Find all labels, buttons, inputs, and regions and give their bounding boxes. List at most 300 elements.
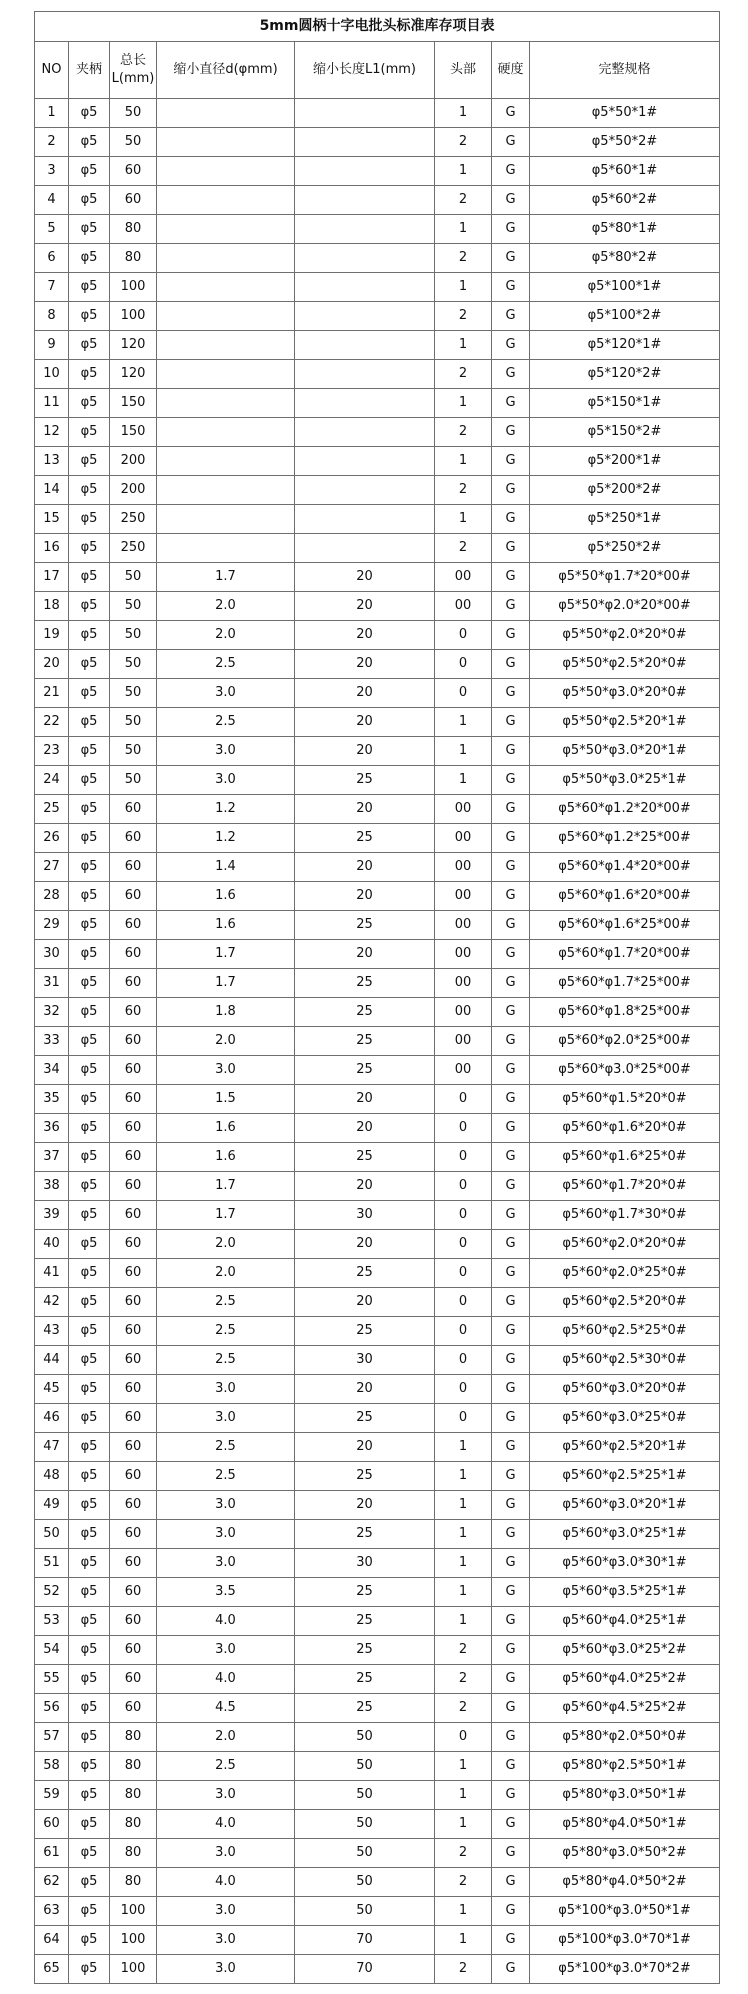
table-row bbox=[35, 331, 720, 360]
cell-reduced-diameter bbox=[157, 215, 295, 244]
cell-no: 40 bbox=[35, 1230, 69, 1259]
cell-total-length: 80 bbox=[110, 1781, 157, 1810]
header-clamp: 夹柄 bbox=[69, 42, 110, 99]
cell-no: 32 bbox=[35, 998, 69, 1027]
cell-clamp: φ5 bbox=[69, 418, 110, 447]
cell-head: 1 bbox=[435, 1752, 492, 1781]
cell-no: 49 bbox=[35, 1491, 69, 1520]
cell-no: 14 bbox=[35, 476, 69, 505]
cell-no: 22 bbox=[35, 708, 69, 737]
cell-hardness: G bbox=[492, 1607, 530, 1636]
cell-no: 62 bbox=[35, 1868, 69, 1897]
table-row bbox=[35, 1462, 720, 1491]
cell-head: 0 bbox=[435, 1172, 492, 1201]
cell-head: 0 bbox=[435, 1085, 492, 1114]
cell-head: 1 bbox=[435, 215, 492, 244]
cell-total-length: 250 bbox=[110, 505, 157, 534]
cell-head: 1 bbox=[435, 99, 492, 128]
cell-full-spec: φ5*60*φ2.0*20*0# bbox=[530, 1230, 720, 1259]
cell-hardness: G bbox=[492, 1810, 530, 1839]
cell-clamp: φ5 bbox=[69, 1607, 110, 1636]
cell-reduced-length: 50 bbox=[295, 1868, 435, 1897]
cell-full-spec: φ5*250*1# bbox=[530, 505, 720, 534]
cell-hardness: G bbox=[492, 447, 530, 476]
cell-reduced-diameter: 1.2 bbox=[157, 824, 295, 853]
cell-reduced-diameter: 2.5 bbox=[157, 1462, 295, 1491]
cell-head: 0 bbox=[435, 679, 492, 708]
cell-full-spec: φ5*100*φ3.0*70*1# bbox=[530, 1926, 720, 1955]
cell-head: 0 bbox=[435, 1259, 492, 1288]
cell-reduced-length bbox=[295, 418, 435, 447]
cell-reduced-diameter: 3.0 bbox=[157, 1781, 295, 1810]
table-row bbox=[35, 650, 720, 679]
cell-clamp: φ5 bbox=[69, 650, 110, 679]
cell-head: 1 bbox=[435, 331, 492, 360]
cell-full-spec: φ5*80*φ4.0*50*2# bbox=[530, 1868, 720, 1897]
cell-reduced-length: 25 bbox=[295, 766, 435, 795]
cell-total-length: 60 bbox=[110, 1346, 157, 1375]
cell-total-length: 60 bbox=[110, 969, 157, 998]
cell-reduced-diameter: 3.0 bbox=[157, 1636, 295, 1665]
cell-total-length: 120 bbox=[110, 360, 157, 389]
table-row bbox=[35, 679, 720, 708]
cell-no: 43 bbox=[35, 1317, 69, 1346]
cell-reduced-diameter: 3.0 bbox=[157, 1404, 295, 1433]
cell-total-length: 50 bbox=[110, 708, 157, 737]
cell-reduced-length: 25 bbox=[295, 969, 435, 998]
cell-no: 24 bbox=[35, 766, 69, 795]
cell-total-length: 60 bbox=[110, 1462, 157, 1491]
cell-head: 1 bbox=[435, 1433, 492, 1462]
cell-head: 0 bbox=[435, 1346, 492, 1375]
cell-full-spec: φ5*60*φ1.7*25*00# bbox=[530, 969, 720, 998]
table-body bbox=[35, 99, 720, 1984]
cell-no: 45 bbox=[35, 1375, 69, 1404]
table-row bbox=[35, 1288, 720, 1317]
cell-no: 21 bbox=[35, 679, 69, 708]
table-row bbox=[35, 737, 720, 766]
cell-clamp: φ5 bbox=[69, 1578, 110, 1607]
cell-head: 0 bbox=[435, 1201, 492, 1230]
cell-hardness: G bbox=[492, 650, 530, 679]
cell-hardness: G bbox=[492, 273, 530, 302]
cell-clamp: φ5 bbox=[69, 766, 110, 795]
cell-clamp: φ5 bbox=[69, 1143, 110, 1172]
cell-no: 63 bbox=[35, 1897, 69, 1926]
cell-head: 0 bbox=[435, 1375, 492, 1404]
cell-clamp: φ5 bbox=[69, 708, 110, 737]
cell-hardness: G bbox=[492, 824, 530, 853]
cell-reduced-diameter bbox=[157, 157, 295, 186]
cell-hardness: G bbox=[492, 215, 530, 244]
header-row bbox=[35, 42, 720, 99]
cell-full-spec: φ5*60*φ1.6*20*00# bbox=[530, 882, 720, 911]
cell-hardness: G bbox=[492, 1172, 530, 1201]
cell-full-spec: φ5*60*φ1.6*25*0# bbox=[530, 1143, 720, 1172]
cell-reduced-length: 25 bbox=[295, 1607, 435, 1636]
table-row bbox=[35, 998, 720, 1027]
cell-total-length: 80 bbox=[110, 1810, 157, 1839]
cell-no: 10 bbox=[35, 360, 69, 389]
cell-hardness: G bbox=[492, 1723, 530, 1752]
cell-clamp: φ5 bbox=[69, 1027, 110, 1056]
cell-clamp: φ5 bbox=[69, 882, 110, 911]
cell-hardness: G bbox=[492, 911, 530, 940]
cell-reduced-diameter: 1.7 bbox=[157, 1172, 295, 1201]
cell-total-length: 60 bbox=[110, 853, 157, 882]
cell-head: 1 bbox=[435, 273, 492, 302]
cell-hardness: G bbox=[492, 737, 530, 766]
table-row bbox=[35, 302, 720, 331]
cell-reduced-diameter bbox=[157, 476, 295, 505]
cell-head: 2 bbox=[435, 302, 492, 331]
cell-reduced-diameter: 3.0 bbox=[157, 1955, 295, 1984]
cell-full-spec: φ5*60*φ1.7*30*0# bbox=[530, 1201, 720, 1230]
cell-full-spec: φ5*60*φ2.5*20*0# bbox=[530, 1288, 720, 1317]
cell-reduced-diameter: 2.5 bbox=[157, 1288, 295, 1317]
cell-reduced-diameter: 3.5 bbox=[157, 1578, 295, 1607]
cell-total-length: 50 bbox=[110, 99, 157, 128]
cell-reduced-length: 20 bbox=[295, 650, 435, 679]
cell-head: 00 bbox=[435, 1027, 492, 1056]
cell-clamp: φ5 bbox=[69, 1839, 110, 1868]
cell-clamp: φ5 bbox=[69, 157, 110, 186]
cell-head: 2 bbox=[435, 128, 492, 157]
cell-hardness: G bbox=[492, 1665, 530, 1694]
cell-hardness: G bbox=[492, 998, 530, 1027]
cell-head: 2 bbox=[435, 1839, 492, 1868]
cell-clamp: φ5 bbox=[69, 621, 110, 650]
cell-reduced-length: 20 bbox=[295, 679, 435, 708]
cell-reduced-length: 25 bbox=[295, 1578, 435, 1607]
cell-reduced-length: 20 bbox=[295, 1114, 435, 1143]
header-total-length: 总长L(mm) bbox=[110, 42, 157, 99]
cell-head: 1 bbox=[435, 505, 492, 534]
table-row bbox=[35, 1723, 720, 1752]
table-row bbox=[35, 1578, 720, 1607]
cell-full-spec: φ5*60*φ3.5*25*1# bbox=[530, 1578, 720, 1607]
cell-reduced-diameter: 3.0 bbox=[157, 1926, 295, 1955]
cell-head: 2 bbox=[435, 1955, 492, 1984]
cell-reduced-length: 20 bbox=[295, 1375, 435, 1404]
cell-no: 51 bbox=[35, 1549, 69, 1578]
cell-clamp: φ5 bbox=[69, 1636, 110, 1665]
cell-no: 25 bbox=[35, 795, 69, 824]
cell-hardness: G bbox=[492, 592, 530, 621]
cell-full-spec: φ5*60*φ1.4*20*00# bbox=[530, 853, 720, 882]
cell-clamp: φ5 bbox=[69, 824, 110, 853]
cell-clamp: φ5 bbox=[69, 737, 110, 766]
header-head: 头部 bbox=[435, 42, 492, 99]
cell-reduced-length: 25 bbox=[295, 1665, 435, 1694]
cell-hardness: G bbox=[492, 1636, 530, 1665]
cell-reduced-diameter: 3.0 bbox=[157, 1520, 295, 1549]
cell-reduced-diameter: 2.0 bbox=[157, 1027, 295, 1056]
inventory-table bbox=[34, 11, 720, 1984]
cell-hardness: G bbox=[492, 766, 530, 795]
cell-head: 00 bbox=[435, 795, 492, 824]
cell-head: 0 bbox=[435, 621, 492, 650]
cell-reduced-length: 70 bbox=[295, 1955, 435, 1984]
cell-head: 0 bbox=[435, 1288, 492, 1317]
table-row bbox=[35, 186, 720, 215]
cell-hardness: G bbox=[492, 418, 530, 447]
cell-reduced-length bbox=[295, 505, 435, 534]
cell-clamp: φ5 bbox=[69, 360, 110, 389]
cell-no: 50 bbox=[35, 1520, 69, 1549]
cell-reduced-diameter: 3.0 bbox=[157, 1375, 295, 1404]
cell-head: 00 bbox=[435, 592, 492, 621]
cell-reduced-length: 20 bbox=[295, 737, 435, 766]
cell-hardness: G bbox=[492, 1897, 530, 1926]
cell-clamp: φ5 bbox=[69, 302, 110, 331]
cell-reduced-length bbox=[295, 534, 435, 563]
table-row bbox=[35, 1375, 720, 1404]
cell-head: 1 bbox=[435, 737, 492, 766]
cell-no: 7 bbox=[35, 273, 69, 302]
table-row bbox=[35, 1665, 720, 1694]
table-row bbox=[35, 824, 720, 853]
cell-head: 2 bbox=[435, 418, 492, 447]
cell-full-spec: φ5*60*φ1.7*20*00# bbox=[530, 940, 720, 969]
cell-no: 53 bbox=[35, 1607, 69, 1636]
cell-no: 57 bbox=[35, 1723, 69, 1752]
cell-full-spec: φ5*80*1# bbox=[530, 215, 720, 244]
cell-reduced-length: 20 bbox=[295, 1085, 435, 1114]
cell-total-length: 80 bbox=[110, 244, 157, 273]
cell-hardness: G bbox=[492, 795, 530, 824]
cell-no: 52 bbox=[35, 1578, 69, 1607]
cell-no: 3 bbox=[35, 157, 69, 186]
table-row bbox=[35, 882, 720, 911]
cell-no: 17 bbox=[35, 563, 69, 592]
cell-total-length: 60 bbox=[110, 1085, 157, 1114]
table-row bbox=[35, 969, 720, 998]
cell-head: 1 bbox=[435, 157, 492, 186]
cell-full-spec: φ5*80*2# bbox=[530, 244, 720, 273]
cell-total-length: 60 bbox=[110, 1317, 157, 1346]
cell-head: 00 bbox=[435, 882, 492, 911]
cell-reduced-length: 20 bbox=[295, 882, 435, 911]
cell-hardness: G bbox=[492, 1549, 530, 1578]
cell-full-spec: φ5*60*φ3.0*25*1# bbox=[530, 1520, 720, 1549]
cell-hardness: G bbox=[492, 1868, 530, 1897]
cell-full-spec: φ5*100*φ3.0*50*1# bbox=[530, 1897, 720, 1926]
cell-total-length: 50 bbox=[110, 766, 157, 795]
cell-full-spec: φ5*50*φ1.7*20*00# bbox=[530, 563, 720, 592]
cell-reduced-length bbox=[295, 244, 435, 273]
table-row bbox=[35, 1056, 720, 1085]
cell-head: 00 bbox=[435, 824, 492, 853]
cell-full-spec: φ5*60*φ3.0*30*1# bbox=[530, 1549, 720, 1578]
cell-full-spec: φ5*50*1# bbox=[530, 99, 720, 128]
cell-reduced-length: 50 bbox=[295, 1752, 435, 1781]
cell-reduced-diameter: 4.0 bbox=[157, 1607, 295, 1636]
table-row bbox=[35, 766, 720, 795]
table-row bbox=[35, 447, 720, 476]
cell-clamp: φ5 bbox=[69, 389, 110, 418]
cell-hardness: G bbox=[492, 1375, 530, 1404]
cell-head: 2 bbox=[435, 534, 492, 563]
table-row bbox=[35, 1114, 720, 1143]
cell-reduced-length: 25 bbox=[295, 1143, 435, 1172]
cell-hardness: G bbox=[492, 1230, 530, 1259]
cell-clamp: φ5 bbox=[69, 1230, 110, 1259]
cell-head: 1 bbox=[435, 766, 492, 795]
cell-hardness: G bbox=[492, 360, 530, 389]
table-row bbox=[35, 940, 720, 969]
cell-full-spec: φ5*60*φ1.7*20*0# bbox=[530, 1172, 720, 1201]
cell-reduced-diameter bbox=[157, 447, 295, 476]
cell-reduced-length bbox=[295, 128, 435, 157]
cell-reduced-diameter bbox=[157, 505, 295, 534]
cell-total-length: 100 bbox=[110, 1955, 157, 1984]
table-row bbox=[35, 1491, 720, 1520]
cell-full-spec: φ5*60*1# bbox=[530, 157, 720, 186]
cell-hardness: G bbox=[492, 534, 530, 563]
cell-total-length: 50 bbox=[110, 650, 157, 679]
cell-head: 1 bbox=[435, 389, 492, 418]
cell-hardness: G bbox=[492, 1694, 530, 1723]
cell-no: 41 bbox=[35, 1259, 69, 1288]
table-row bbox=[35, 1259, 720, 1288]
cell-hardness: G bbox=[492, 1839, 530, 1868]
cell-hardness: G bbox=[492, 389, 530, 418]
cell-reduced-length: 20 bbox=[295, 1172, 435, 1201]
header-reduced-diameter: 缩小直径d(φmm) bbox=[157, 42, 295, 99]
cell-no: 11 bbox=[35, 389, 69, 418]
cell-head: 0 bbox=[435, 1114, 492, 1143]
cell-reduced-length: 50 bbox=[295, 1781, 435, 1810]
cell-reduced-length: 20 bbox=[295, 708, 435, 737]
cell-clamp: φ5 bbox=[69, 1520, 110, 1549]
cell-no: 42 bbox=[35, 1288, 69, 1317]
cell-hardness: G bbox=[492, 1462, 530, 1491]
cell-reduced-length: 20 bbox=[295, 940, 435, 969]
cell-full-spec: φ5*60*φ3.0*20*1# bbox=[530, 1491, 720, 1520]
cell-head: 00 bbox=[435, 911, 492, 940]
cell-no: 60 bbox=[35, 1810, 69, 1839]
cell-total-length: 100 bbox=[110, 273, 157, 302]
cell-hardness: G bbox=[492, 186, 530, 215]
cell-full-spec: φ5*200*2# bbox=[530, 476, 720, 505]
cell-hardness: G bbox=[492, 969, 530, 998]
cell-no: 23 bbox=[35, 737, 69, 766]
cell-head: 1 bbox=[435, 447, 492, 476]
cell-reduced-length: 25 bbox=[295, 1056, 435, 1085]
cell-total-length: 60 bbox=[110, 1143, 157, 1172]
cell-full-spec: φ5*60*φ2.5*20*1# bbox=[530, 1433, 720, 1462]
cell-total-length: 60 bbox=[110, 795, 157, 824]
cell-reduced-diameter bbox=[157, 534, 295, 563]
cell-reduced-length: 25 bbox=[295, 1462, 435, 1491]
cell-reduced-diameter: 2.5 bbox=[157, 1317, 295, 1346]
cell-clamp: φ5 bbox=[69, 215, 110, 244]
cell-reduced-diameter: 2.5 bbox=[157, 1752, 295, 1781]
cell-no: 1 bbox=[35, 99, 69, 128]
cell-hardness: G bbox=[492, 1288, 530, 1317]
table-row bbox=[35, 215, 720, 244]
cell-clamp: φ5 bbox=[69, 1317, 110, 1346]
cell-no: 13 bbox=[35, 447, 69, 476]
cell-reduced-length: 50 bbox=[295, 1810, 435, 1839]
cell-no: 29 bbox=[35, 911, 69, 940]
table-row bbox=[35, 157, 720, 186]
table-row bbox=[35, 534, 720, 563]
cell-head: 1 bbox=[435, 1520, 492, 1549]
cell-clamp: φ5 bbox=[69, 1462, 110, 1491]
cell-no: 44 bbox=[35, 1346, 69, 1375]
cell-total-length: 60 bbox=[110, 1636, 157, 1665]
cell-total-length: 60 bbox=[110, 1607, 157, 1636]
cell-no: 47 bbox=[35, 1433, 69, 1462]
cell-total-length: 60 bbox=[110, 1694, 157, 1723]
cell-no: 19 bbox=[35, 621, 69, 650]
cell-no: 12 bbox=[35, 418, 69, 447]
cell-clamp: φ5 bbox=[69, 1056, 110, 1085]
cell-head: 1 bbox=[435, 708, 492, 737]
cell-total-length: 80 bbox=[110, 215, 157, 244]
cell-hardness: G bbox=[492, 1056, 530, 1085]
cell-reduced-length: 20 bbox=[295, 795, 435, 824]
cell-head: 00 bbox=[435, 1056, 492, 1085]
table-row bbox=[35, 1752, 720, 1781]
title-row bbox=[35, 12, 720, 42]
cell-head: 2 bbox=[435, 1636, 492, 1665]
cell-reduced-length: 25 bbox=[295, 824, 435, 853]
header-no: NO bbox=[35, 42, 69, 99]
cell-reduced-length bbox=[295, 186, 435, 215]
cell-reduced-length: 20 bbox=[295, 592, 435, 621]
cell-reduced-length: 25 bbox=[295, 1259, 435, 1288]
cell-no: 48 bbox=[35, 1462, 69, 1491]
cell-reduced-length: 25 bbox=[295, 1404, 435, 1433]
cell-no: 2 bbox=[35, 128, 69, 157]
cell-reduced-length: 25 bbox=[295, 1694, 435, 1723]
cell-head: 0 bbox=[435, 1317, 492, 1346]
cell-clamp: φ5 bbox=[69, 1114, 110, 1143]
cell-clamp: φ5 bbox=[69, 940, 110, 969]
cell-clamp: φ5 bbox=[69, 505, 110, 534]
cell-clamp: φ5 bbox=[69, 998, 110, 1027]
cell-clamp: φ5 bbox=[69, 1549, 110, 1578]
cell-reduced-length: 30 bbox=[295, 1346, 435, 1375]
cell-reduced-length bbox=[295, 447, 435, 476]
cell-full-spec: φ5*60*2# bbox=[530, 186, 720, 215]
cell-full-spec: φ5*100*1# bbox=[530, 273, 720, 302]
cell-total-length: 60 bbox=[110, 1201, 157, 1230]
cell-full-spec: φ5*60*φ3.0*25*0# bbox=[530, 1404, 720, 1433]
cell-reduced-diameter: 2.5 bbox=[157, 708, 295, 737]
header-full-spec: 完整规格 bbox=[530, 42, 720, 99]
cell-hardness: G bbox=[492, 1143, 530, 1172]
cell-no: 26 bbox=[35, 824, 69, 853]
cell-no: 6 bbox=[35, 244, 69, 273]
cell-head: 00 bbox=[435, 563, 492, 592]
cell-clamp: φ5 bbox=[69, 1781, 110, 1810]
cell-full-spec: φ5*60*φ1.2*25*00# bbox=[530, 824, 720, 853]
cell-reduced-length: 25 bbox=[295, 911, 435, 940]
cell-reduced-length: 20 bbox=[295, 1491, 435, 1520]
cell-hardness: G bbox=[492, 1752, 530, 1781]
cell-reduced-diameter: 3.0 bbox=[157, 737, 295, 766]
cell-reduced-diameter: 1.6 bbox=[157, 911, 295, 940]
cell-hardness: G bbox=[492, 157, 530, 186]
cell-reduced-length: 50 bbox=[295, 1723, 435, 1752]
cell-no: 46 bbox=[35, 1404, 69, 1433]
table-row bbox=[35, 795, 720, 824]
cell-head: 0 bbox=[435, 1143, 492, 1172]
